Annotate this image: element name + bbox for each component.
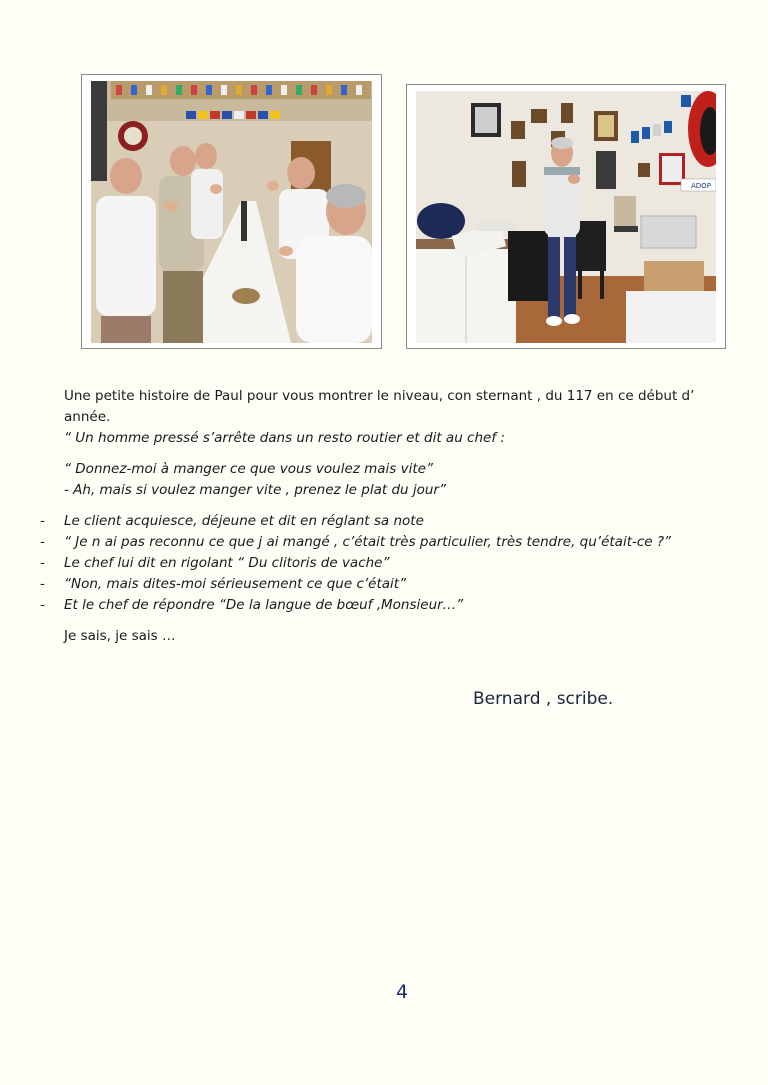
story-intro: Une petite histoire de Paul pour vous montrer le niveau, con sternant , du 117 en ce début d’ année. <box>64 388 695 425</box>
list-item <box>40 532 720 553</box>
list-item <box>40 574 720 595</box>
bullet-dash-icon: - <box>40 513 45 529</box>
story-dialog-1: “ Donnez-moi à manger ce que vous voulez mais vite” <box>64 461 433 477</box>
list-item <box>40 553 720 574</box>
signature: Bernard , scribe. <box>473 689 614 709</box>
list-item <box>40 595 720 616</box>
photo-clubroom <box>416 91 716 343</box>
bullet-text: Et le chef de répondre “De la langue de bœuf ,Monsieur…” <box>64 597 464 613</box>
story-quote-open: “ Un homme pressé s’arrête dans un resto routier et dit au chef : <box>64 430 505 446</box>
bullet-text: “ Je n ai pas reconnu ce que j ai mangé , c’était très particulier, très tendre, qu’était-ce ?” <box>64 534 672 550</box>
story-bullet-list <box>40 511 720 616</box>
photo-banquet <box>91 81 372 343</box>
bullet-dash-icon: - <box>40 597 45 613</box>
bullet-text: Le client acquiesce, déjeune et dit en réglant sa note <box>64 513 424 529</box>
bullet-text: Le chef lui dit en rigolant “ Du clitoris de vache” <box>64 555 390 571</box>
bullet-dash-icon: - <box>40 555 45 571</box>
story-dialog-2: - Ah, mais si voulez manger vite , prenez le plat du jour” <box>64 482 446 498</box>
story-closing: Je sais, je sais … <box>64 628 176 644</box>
bullet-dash-icon: - <box>40 576 45 592</box>
list-item <box>40 511 720 532</box>
page-number: 4 <box>395 981 409 1003</box>
bullet-dash-icon: - <box>40 534 45 550</box>
photo-clubroom-frame <box>406 84 726 349</box>
photo-banquet-frame <box>81 74 382 349</box>
photo2-sign-text: ADOP <box>691 182 711 190</box>
bullet-text: “Non, mais dites-moi sérieusement ce que c’était” <box>64 576 407 592</box>
